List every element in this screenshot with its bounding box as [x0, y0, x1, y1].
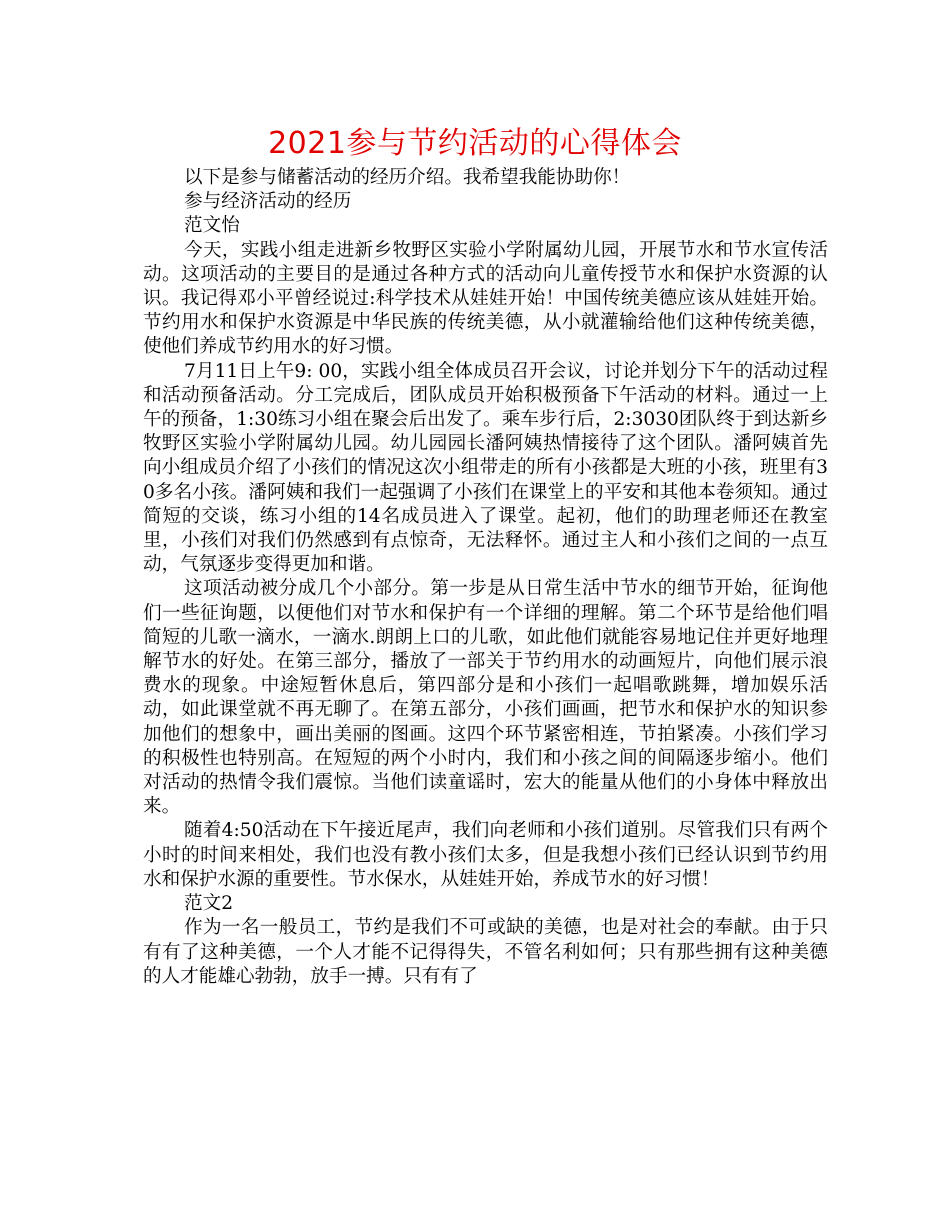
paragraph: 今天，实践小组走进新乡牧野区实验小学附属幼儿园，开展节水和节水宣传活动。这项活动的主要目的是通过各种方式的活动向儿童传授节水和保护水资源的认识。我记得邓小平曾经说过:科学技术从娃娃开始！中国传统美德应该从娃娃开始。节约用水和保护水资源是中华民族的传统美德，从小就灌输给他们这种传统美德，使他们养成节约用水的好习惯。 — [143, 239, 828, 358]
document-body — [143, 166, 828, 989]
paragraph-sample-2-label: 范文2 — [184, 893, 234, 915]
document-title: 2021参与节约活动的心得体会 — [268, 126, 682, 161]
paragraph: 这项活动被分成几个小部分。第一步是从日常生活中节水的细节开始，征询他们一些征询题，以便他们对节水和保护有一个详细的理解。第二个环节是给他们唱简短的儿歌一滴水，一滴水.朗朗上口的儿歌，如此他们就能容易地记住并更好地理解节水的好处。在第三部分，播放了一部关于节约用水的动画短片，向他们展示浪费水的现象。中途短暂休息后，第四部分是和小孩们一起唱歌跳舞，增加娱乐活动，如此课堂就不再无聊了。在第五部分，小孩们画画，把节水和保护水的知识参加他们的想象中，画出美丽的图画。这四个环节紧密相连，节拍紧凑。小孩们学习的积极性也特别高。在短短的两个小时内，我们和小孩之间的间隔逐步缩小。他们对活动的热情令我们震惊。当他们读童谣时，宏大的能量从他们的小身体中释放出来。 — [143, 578, 828, 818]
paragraph-intro: 以下是参与储蓄活动的经历介绍。我希望我能协助你！ — [184, 167, 631, 188]
paragraph-heading: 参与经济活动的经历 — [184, 191, 352, 213]
paragraph: 7月11日上午9: 00，实践小组全体成员召开会议，讨论并划分下午的活动过程和活动预备活动。分工完成后，团队成员开始积极预备下午活动的材料。通过一上午的预备，1:30练习小组在聚会后出发了。乘车步行后，2:3030团队终于到达新乡牧野区实验小学附属幼儿园。幼儿园园长潘阿姨热情接待了这个团队。潘阿姨首先向小组成员介绍了小孩们的情况这次小组带走的所有小孩都是大班的小孩，班里有30多名小孩。潘阿姨和我们一起强调了小孩们在课堂上的平安和其他本卷须知。通过简短的交谈，练习小组的14名成员进入了课堂。起初，他们的助理老师还在教室里，小孩们对我们仍然感到有点惊奇，无法释怀。通过主人和小孩们之间的一点互动，气氛逐步变得更加和谐。 — [143, 360, 828, 576]
paragraph: 作为一名一般员工，节约是我们不可或缺的美德，也是对社会的奉献。由于只有有了这种美德，一个人才能不记得得失，不管名利如何；只有那些拥有这种美德的人才能雄心勃勃，放手一搏。只有有了 — [143, 917, 828, 987]
paragraph: 随着4:50活动在下午接近尾声，我们向老师和小孩们道别。尽管我们只有两个小时的时间来相处，我们也没有教小孩们太多，但是我想小孩们已经认识到节约用水和保护水源的重要性。节水保水，从娃娃开始，养成节水的好习惯！ — [143, 820, 828, 890]
paragraph-sample-1-label: 范文怡 — [184, 215, 240, 237]
